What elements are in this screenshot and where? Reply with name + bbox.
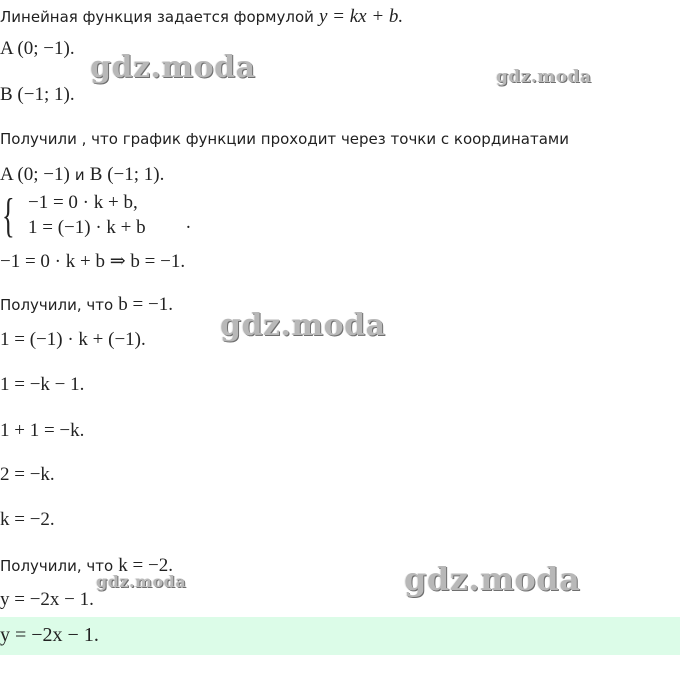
watermark-logo: gdz.moda <box>220 308 386 343</box>
point-b: B (−1; 1). <box>0 84 75 105</box>
equation-4: 2 = −k. <box>0 464 55 485</box>
got-b-line <box>0 294 173 316</box>
system-dot: . <box>186 212 191 233</box>
formula-linear: y = kx + b. <box>318 6 404 27</box>
point-a: A (0; −1). <box>0 38 75 59</box>
points-line <box>0 164 164 186</box>
watermark-logo: gdz.moda <box>96 572 187 591</box>
watermark-logo: gdz.moda <box>404 560 581 598</box>
points-b: B (−1; 1). <box>89 164 165 185</box>
got-k-math: k = −2. <box>118 555 173 576</box>
equation-system <box>0 189 220 244</box>
got-b-math: b = −1. <box>118 294 173 315</box>
intro-line <box>0 6 403 28</box>
result-line: y = −2x − 1. <box>0 589 94 610</box>
watermark-logo: gdz.moda <box>496 67 592 87</box>
points-sentence: Получили , что график функции проходит через точки с координатами <box>0 130 569 148</box>
system-row-2: 1 = (−1) · k + b <box>28 217 146 238</box>
intro-text: Линейная функция задается формулой <box>0 8 314 26</box>
system-row-1: −1 = 0 · k + b, <box>28 192 138 213</box>
equation-1: 1 = (−1) · k + (−1). <box>0 329 146 350</box>
points-a: A (0; −1) <box>0 164 70 185</box>
answer-text: y = −2x − 1. <box>0 624 99 646</box>
points-and: и <box>74 166 85 184</box>
derive-b: −1 = 0 · k + b ⇒ b = −1. <box>0 251 186 272</box>
equation-3: 1 + 1 = −k. <box>0 420 85 441</box>
equation-2: 1 = −k − 1. <box>0 374 85 395</box>
answer-box <box>0 617 680 655</box>
brace-icon: { <box>2 189 15 242</box>
watermark-logo: gdz.moda <box>90 50 256 85</box>
got-b-text: Получили, что <box>0 296 114 314</box>
got-k-text: Получили, что <box>0 557 114 575</box>
equation-5: k = −2. <box>0 509 55 530</box>
